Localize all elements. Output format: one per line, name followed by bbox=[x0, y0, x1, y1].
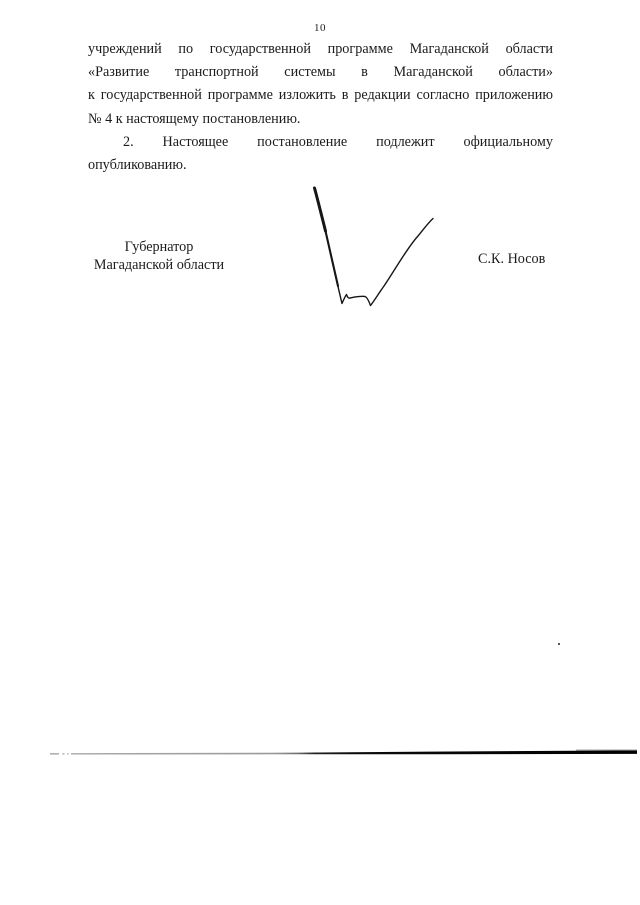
signer-title bbox=[85, 239, 233, 274]
text-line: опубликованию. bbox=[88, 157, 187, 174]
rule-dot bbox=[63, 753, 65, 754]
page-number: 10 bbox=[314, 22, 326, 34]
rule-main-line bbox=[71, 750, 637, 754]
text-line: 2. Настоящее постановление подлежит официальному bbox=[123, 134, 553, 150]
handwritten-signature-icon bbox=[295, 183, 445, 315]
scanned-horizontal-rule bbox=[0, 747, 640, 759]
signer-title-line: Магаданской области bbox=[93, 256, 225, 273]
signer-title-line: Губернатор bbox=[124, 239, 194, 255]
paragraph-program-amendment bbox=[88, 38, 553, 131]
rule-dash bbox=[50, 753, 59, 754]
rule-dot bbox=[67, 753, 69, 754]
text-line: к государственной программе изложить в редакции согласно приложению bbox=[88, 87, 553, 104]
rule-shadow bbox=[576, 750, 637, 751]
text-line: «Развитие транспортной системы в Магаданской области» bbox=[88, 64, 553, 81]
text-line: № 4 к настоящему постановлению. bbox=[88, 110, 301, 127]
paragraph-official-publication bbox=[88, 131, 553, 177]
signer-name: С.К. Носов bbox=[478, 251, 546, 267]
scan-speck bbox=[558, 643, 560, 645]
text-line: учреждений по государственной программе Магаданской области bbox=[88, 41, 553, 57]
